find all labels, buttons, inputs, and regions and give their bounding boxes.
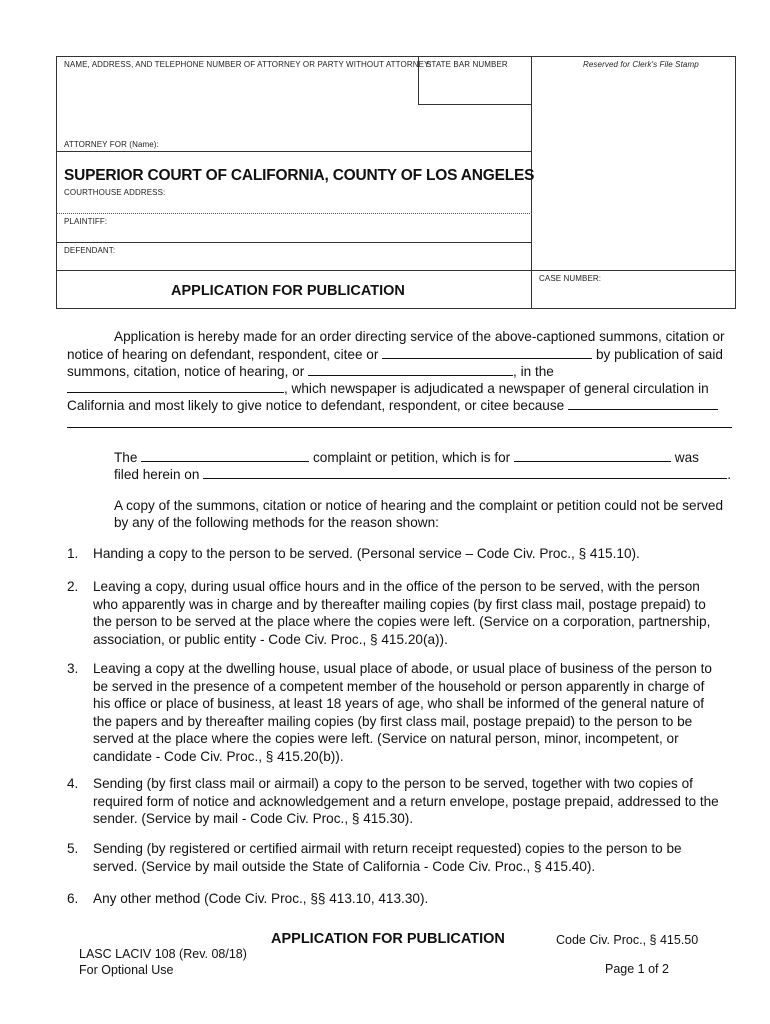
reason-continuation-line[interactable] bbox=[67, 427, 732, 428]
method-line: Any other method (Code Civ. Proc., §§ 413.10, 413.30). bbox=[93, 891, 429, 906]
paragraph-line: by any of the following methods for the reason shown: bbox=[114, 515, 439, 530]
form-number: LASC LACIV 108 (Rev. 08/18) bbox=[79, 947, 247, 961]
paragraph-text: by publication of said bbox=[595, 347, 723, 362]
courthouse-caption: COURTHOUSE ADDRESS: bbox=[64, 188, 166, 197]
optional-use-label: For Optional Use bbox=[79, 963, 174, 977]
footer-form-id bbox=[79, 946, 247, 978]
paragraph-text: notice of hearing on defendant, respondent, citee or bbox=[67, 347, 379, 362]
paragraph-text: was bbox=[674, 450, 699, 465]
paragraph-text: , in the bbox=[513, 364, 554, 379]
defendant-field[interactable] bbox=[64, 256, 524, 269]
method-number: 4. bbox=[67, 776, 79, 791]
plaintiff-caption: PLAINTIFF: bbox=[64, 217, 108, 226]
attorney-for-caption: ATTORNEY FOR (Name): bbox=[64, 140, 159, 149]
reason-blank[interactable] bbox=[568, 396, 718, 410]
divider-line bbox=[56, 213, 532, 214]
method-line: sender. (Service by mail - Code Civ. Proc., § 415.30). bbox=[93, 811, 414, 826]
method-line: Leaving a copy at the dwelling house, usual place of abode, or usual place of business of the person to bbox=[93, 661, 712, 676]
method-line: Leaving a copy, during usual office hours and in the office of the person to be served, with the person bbox=[93, 579, 700, 594]
paragraph-text: summons, citation, notice of hearing, or bbox=[67, 364, 305, 379]
paragraph-line bbox=[67, 396, 718, 415]
case-number-caption: CASE NUMBER: bbox=[539, 274, 602, 283]
courthouse-field[interactable] bbox=[64, 198, 524, 212]
paragraph-line bbox=[114, 465, 731, 484]
paragraph-line: Application is hereby made for an order directing service of the above-captioned summons, citation or bbox=[114, 329, 725, 344]
method-number: 5. bbox=[67, 841, 79, 856]
method-item bbox=[0, 840, 770, 876]
method-line: his office or place of business, at least 18 years of age, who shall be informed of the general nature of bbox=[93, 696, 705, 711]
divider-line bbox=[56, 151, 532, 152]
method-line: who apparently was in charge and by thereafter mailing copies (by first class mail, postage prepaid) to bbox=[93, 596, 706, 612]
filing-date-blank[interactable] bbox=[203, 465, 727, 479]
method-item bbox=[0, 890, 770, 908]
document-blank[interactable] bbox=[308, 362, 513, 376]
method-line: served. (Service by mail outside the State of California - Code Civ. Proc., § 415.40). bbox=[93, 858, 596, 874]
form-title: APPLICATION FOR PUBLICATION bbox=[171, 283, 405, 299]
defendant-name-blank[interactable] bbox=[382, 345, 592, 359]
method-line: be served in the presence of a competent member of the household or person apparently in charge of bbox=[93, 678, 705, 694]
method-item bbox=[0, 578, 770, 650]
paragraph-text: . bbox=[727, 467, 731, 482]
case-number-field[interactable] bbox=[535, 285, 732, 307]
state-bar-caption: STATE BAR NUMBER bbox=[426, 60, 508, 69]
pleading-type-blank[interactable] bbox=[141, 448, 309, 462]
footer-form-title: APPLICATION FOR PUBLICATION bbox=[271, 931, 505, 947]
paragraph-text: California and most likely to give notice to defendant, respondent, or citee because bbox=[67, 398, 565, 413]
defendant-caption: DEFENDANT: bbox=[64, 246, 116, 255]
method-item bbox=[0, 660, 770, 770]
newspaper-name-blank[interactable] bbox=[67, 379, 284, 393]
method-item bbox=[0, 775, 770, 830]
page-number: Page 1 of 2 bbox=[605, 962, 669, 976]
method-line: the papers and by thereafter mailing copies (by first class mail, postage prepaid) to the person to be bbox=[93, 713, 693, 729]
court-name: SUPERIOR COURT OF CALIFORNIA, COUNTY OF LOS ANGELES bbox=[64, 167, 535, 184]
divider-line bbox=[56, 242, 532, 243]
method-line: candidate - Code Civ. Proc., § 415.20(b)). bbox=[93, 748, 344, 764]
paragraph-text: complaint or petition, which is for bbox=[313, 450, 511, 465]
method-line: the person to be served at the place where the copies were left. (Service on a corporation, partnership, bbox=[93, 614, 711, 629]
paragraph-line bbox=[67, 362, 554, 381]
method-line: Sending (by registered or certified airmail with return receipt requested) copies to the person to be bbox=[93, 841, 682, 856]
method-line: Handing a copy to the person to be served. (Personal service – Code Civ. Proc., § 415.10). bbox=[93, 546, 640, 561]
method-number: 3. bbox=[67, 661, 79, 676]
paragraph-line: A copy of the summons, citation or notice of hearing and the complaint or petition could not be served bbox=[114, 498, 724, 513]
attorney-caption: NAME, ADDRESS, AND TELEPHONE NUMBER OF ATTORNEY OR PARTY WITHOUT ATTORNEY: bbox=[64, 60, 432, 69]
divider-line bbox=[418, 104, 531, 105]
clerk-stamp-caption: Reserved for Clerk's File Stamp bbox=[583, 60, 699, 69]
paragraph-text: , which newspaper is adjudicated a newspaper of general circulation in bbox=[284, 381, 709, 396]
method-line: Sending (by first class mail or airmail) a copy to the person to be served, together with two copies of bbox=[93, 776, 693, 791]
paragraph-text: filed herein on bbox=[114, 467, 200, 482]
relief-sought-blank[interactable] bbox=[514, 448, 671, 462]
paragraph-text: The bbox=[114, 450, 138, 465]
method-line: association, or public entity - Code Civ. Proc., § 415.20(a)). bbox=[93, 631, 448, 647]
plaintiff-field[interactable] bbox=[64, 227, 524, 241]
attorney-field[interactable] bbox=[64, 72, 414, 142]
paragraph-line bbox=[67, 345, 723, 364]
method-line: served at the place where the copies were left. (Service on natural person, minor, incompetent, or bbox=[93, 731, 679, 746]
footer-code-citation: Code Civ. Proc., § 415.50 bbox=[556, 933, 699, 947]
divider-line bbox=[531, 270, 736, 271]
method-item bbox=[0, 545, 770, 563]
method-number: 6. bbox=[67, 891, 79, 906]
state-bar-field[interactable] bbox=[422, 72, 527, 102]
paragraph-line bbox=[114, 448, 699, 467]
paragraph-line bbox=[67, 379, 709, 398]
method-number: 1. bbox=[67, 546, 79, 561]
method-line: required form of notice and acknowledgement and a return envelope, postage prepaid, addressed to the bbox=[93, 793, 719, 809]
method-number: 2. bbox=[67, 579, 79, 594]
